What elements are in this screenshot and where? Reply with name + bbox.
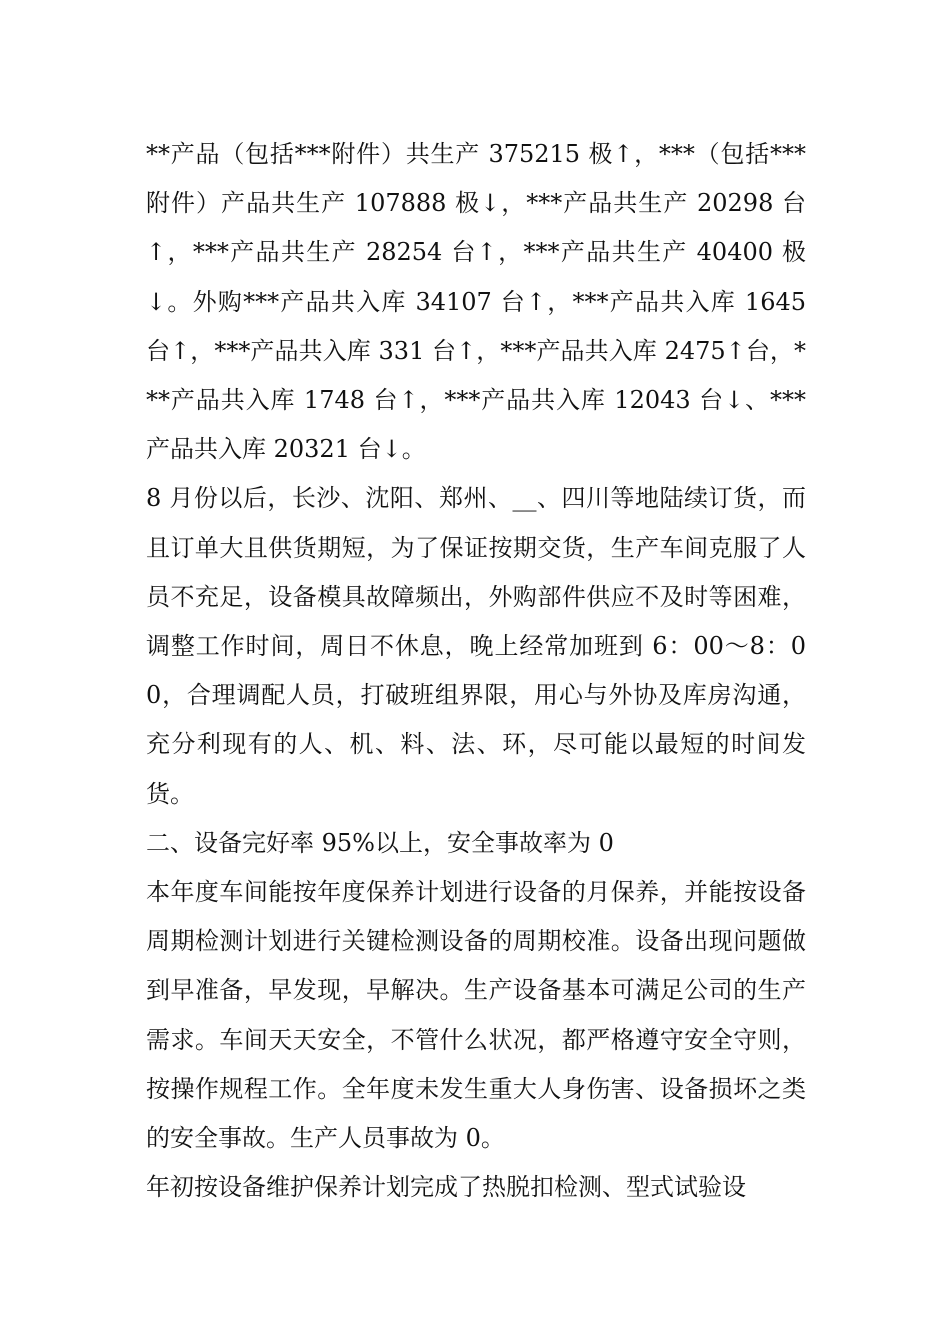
paragraph-august-orders: 8 月份以后，长沙、沈阳、郑州、__、四川等地陆续订货，而且订单大且供货期短，为了保证按期交货，生产车间克服了人员不充足，设备模具故障频出，外购部件供应不及时等困难，调整工作时间，周日不休息，晚上经常加班到 6：00～8：00，合理调配人员，打破班组界限，用心与外协及库房沟通，充分利现有的人、机、料、法、环，尽可能以最短的时间发货。 — [146, 484, 806, 808]
section-heading-equipment-safety: 二、设备完好率 95%以上，安全事故率为 0 — [146, 828, 614, 857]
paragraph-production-stats: **产品（包括***附件）共生产 375215 极↑，***（包括***附件）产品共生产 107888 极↓，***产品共生产 20298 台↑，***产品共生产 28254 台↑，***产品共生产 40400 极↓。外购***产品共入库 34107 台↑，***产品共入库 1645 台↑，***产品共入库 331 台↑，***产品共入库 2475↑台，***产品共入库 1748 台↑，***产品共入库 12043 台↓、***产品共入库 20321 台↓。 — [146, 140, 806, 464]
paragraph-annual-maintenance-plan: 年初按设备维护保养计划完成了热脱扣检测、型式试验设 — [146, 1173, 746, 1202]
paragraph-equipment-maintenance: 本年度车间能按年度保养计划进行设备的月保养，并能按设备周期检测计划进行关键检测设备的周期校准。设备出现问题做到早准备，早发现，早解决。生产设备基本可满足公司的生产需求。车间天天安全，不管什么状况，都严格遵守安全守则，按操作规程工作。全年度未发生重大人身伤害、设备损坏之类的安全事故。生产人员事故为 0。 — [146, 878, 806, 1153]
document-body — [146, 130, 806, 1212]
